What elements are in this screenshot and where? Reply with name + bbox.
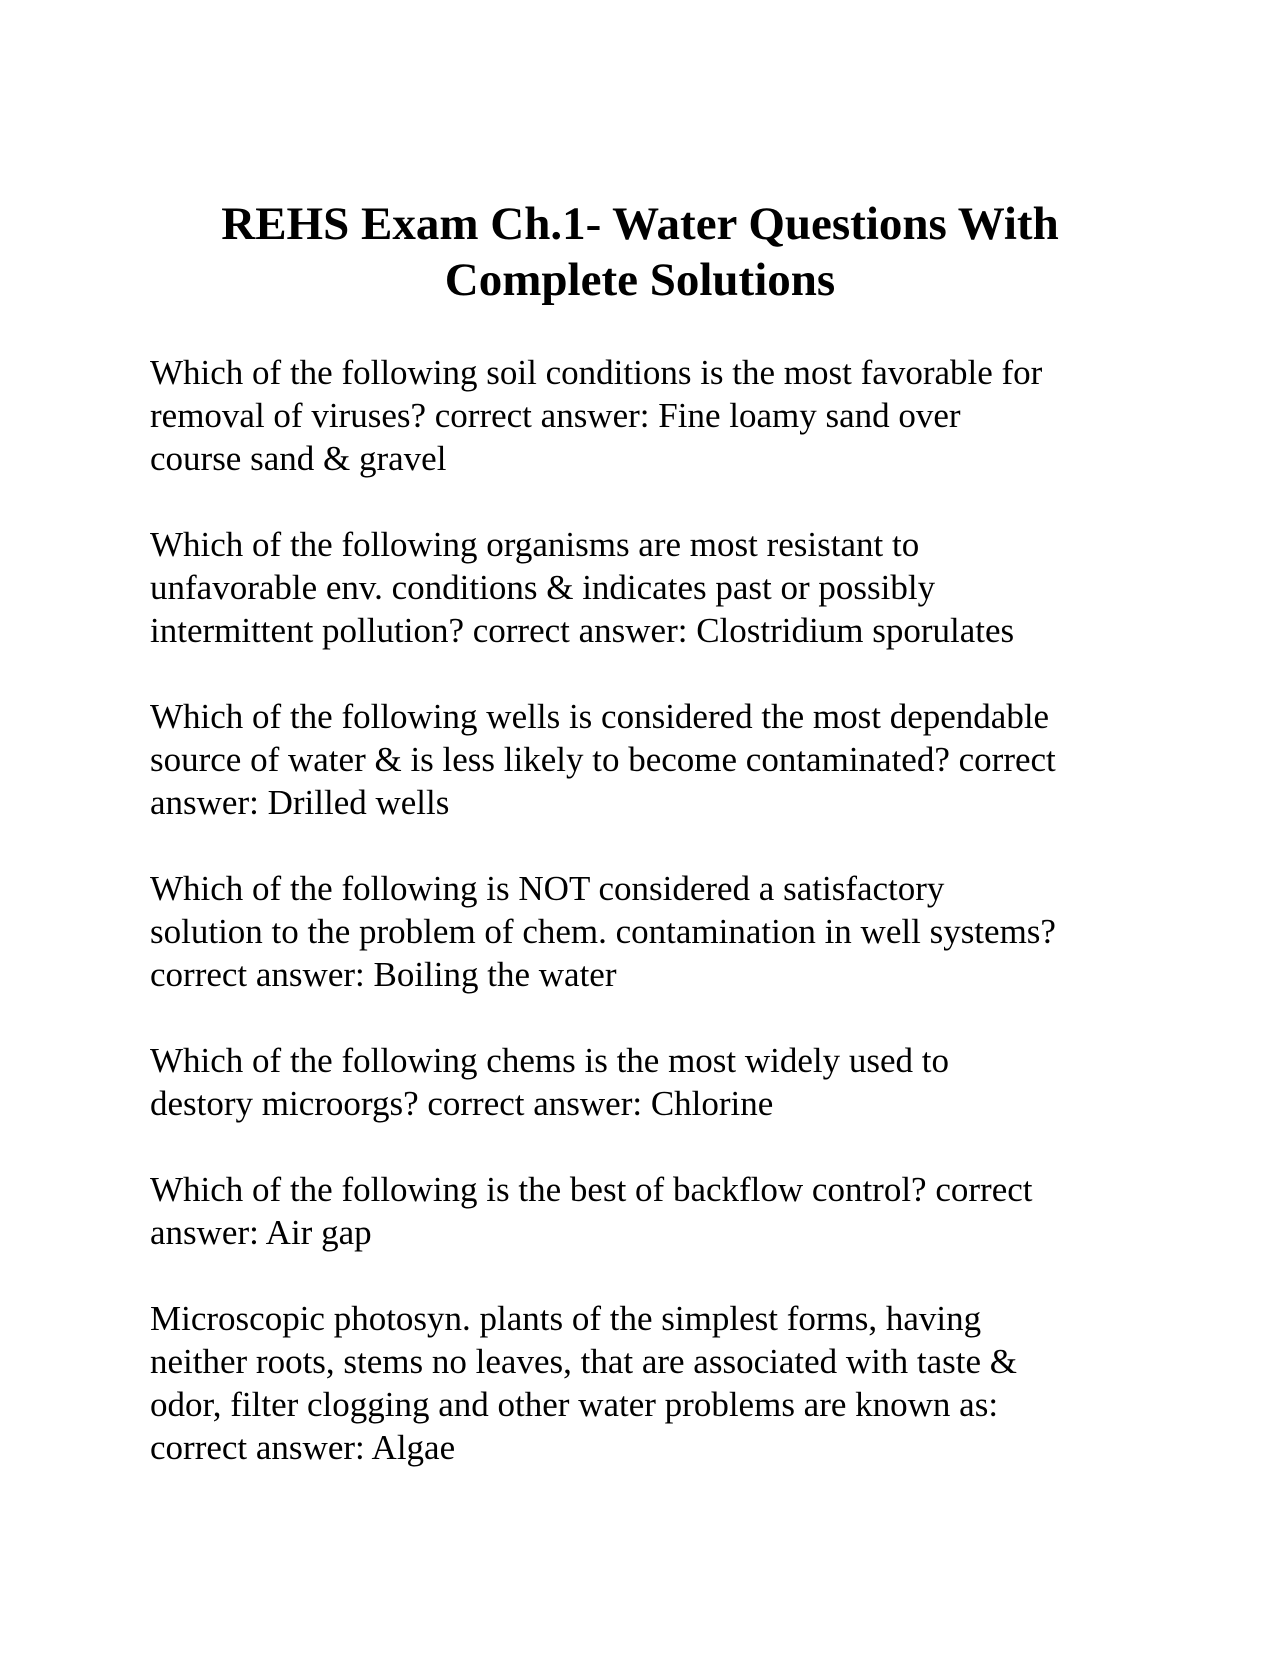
qa-item-5: Which of the following chems is the most widely used to destory microorgs? correct answer: Chlorine: [150, 1041, 950, 1123]
qa-item-1: Which of the following soil conditions is the most favorable for removal of viruses? correct answer: Fine loamy sand over course sand & gravel: [150, 353, 1043, 478]
qa-item-2: Which of the following organisms are most resistant to unfavorable env. conditions & indicates past or possibly intermittent pollution? correct answer: Clostridium sporulates: [150, 525, 1015, 650]
qa-item-7: Microscopic photosyn. plants of the simplest forms, having neither roots, stems no leaves, that are associated with taste & odor, filter clogging and other water problems are known as: correct answer: Algae: [150, 1299, 1017, 1467]
title-line-2: Complete Solutions: [444, 254, 836, 306]
question-answer-list: [150, 351, 1130, 1512]
qa-item-4: Which of the following is NOT considered a satisfactory solution to the problem of chem. contamination in well systems? correct answer: Boiling the water: [150, 869, 1056, 994]
qa-item-6: Which of the following is the best of backflow control? correct answer: Air gap: [150, 1170, 1033, 1252]
title-line-1: REHS Exam Ch.1- Water Questions With: [221, 198, 1059, 250]
qa-item-3: Which of the following wells is considered the most dependable source of water & is less likely to become contaminated? correct answer: Drilled wells: [150, 697, 1056, 822]
document-title: [150, 196, 1130, 308]
